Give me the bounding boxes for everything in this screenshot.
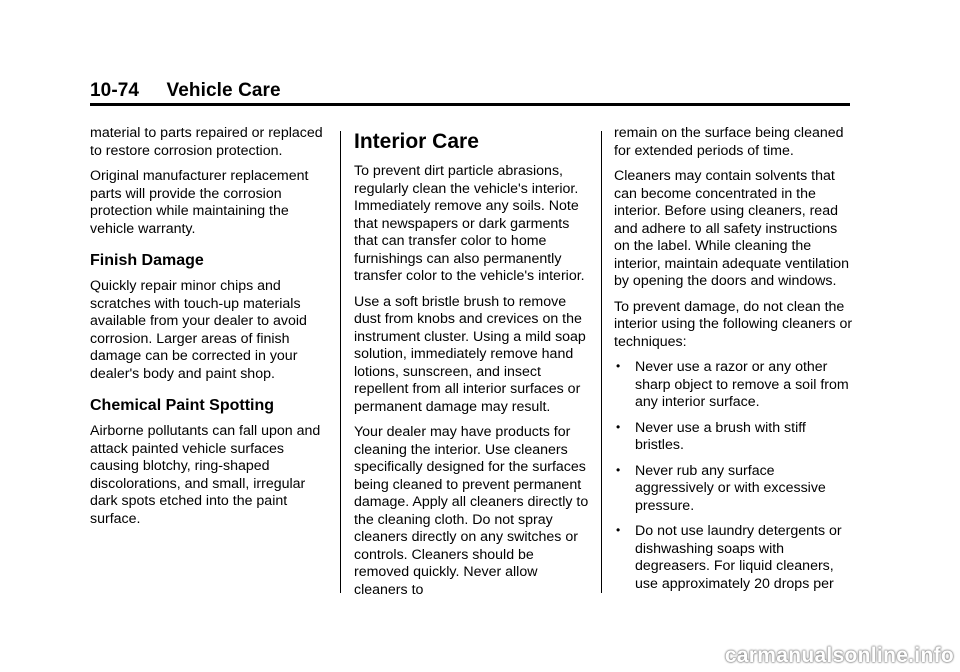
cleaning-warnings-list xyxy=(614,359,854,593)
list-item-text: Never use a razor or any other sharp object to remove a soil from any interior surface. xyxy=(635,359,849,410)
list-item-text: Never rub any surface aggressively or with excessive pressure. xyxy=(635,462,826,514)
list-item xyxy=(614,359,854,412)
paragraph: Cleaners may contain solvents that can become concentrated in the interior. Before using cleaners, read and adhere to all safety instructions on the label. While cleaning the interior, maintain adequate ventilation by opening the doors and windows. xyxy=(614,168,850,289)
page-header xyxy=(90,80,281,102)
heading-interior-care: Interior Care xyxy=(354,130,479,153)
paragraph: Original manufacturer replacement parts will provide the corrosion protection while maintaining the vehicle warranty. xyxy=(90,168,309,237)
page-number: 10-74 xyxy=(90,80,140,101)
paragraph: Use a soft bristle brush to remove dust from knobs and crevices on the instrument cluster. Using a mild soap solution, immediately remove hand lotions, sunscreen, and insect repellent from all interior surfaces or permanent damage may result. xyxy=(354,293,586,415)
column-divider xyxy=(601,131,602,593)
header-rule xyxy=(90,103,850,106)
list-item xyxy=(614,463,854,516)
paragraph: remain on the surface being cleaned for extended periods of time. xyxy=(614,125,844,159)
paragraph: Your dealer may have products for cleaning the interior. Use cleaners specifically designed for the surfaces being cleaned to prevent permanent damage. Apply all cleaners directly to the cleaning cloth. Do not spray cleaners directly on any switches or controls. Cleaners should be removed quickly. Never allow cleaners to xyxy=(354,424,589,598)
list-item xyxy=(614,523,854,593)
bullet-icon: • xyxy=(616,419,621,434)
heading-chemical-paint-spotting: Chemical Paint Spotting xyxy=(90,397,275,414)
column-middle xyxy=(354,131,590,607)
bullet-icon: • xyxy=(616,523,621,537)
paragraph: Airborne pollutants can fall upon and attack painted vehicle surfaces causing blotchy, ring-shaped discolorations, and small, irregular dark spots etched into the paint surface. xyxy=(90,423,321,527)
paragraph: Quickly repair minor chips and scratches with touch-up materials available from your dealer to avoid corrosion. Larger areas of finish damage can be corrected in your dealer's body and paint shop. xyxy=(90,278,307,382)
list-item-text: Do not use laundry detergents or dishwashing soaps with degreasers. For liquid cleaners, use approximately 20 drops per xyxy=(635,523,842,592)
bullet-icon: • xyxy=(616,462,621,477)
section-title: Vehicle Care xyxy=(166,80,281,101)
column-right xyxy=(614,125,854,601)
paragraph: material to parts repaired or replaced to restore corrosion protection. xyxy=(90,125,323,159)
list-item xyxy=(614,420,854,455)
list-item-text: Never use a brush with stiff bristles. xyxy=(635,419,806,453)
watermark: carmanualsonline.info xyxy=(724,644,954,667)
paragraph: To prevent damage, do not clean the interior using the following cleaners or techniques: xyxy=(614,298,853,350)
bullet-icon: • xyxy=(616,359,621,373)
column-left xyxy=(90,125,328,536)
paragraph: To prevent dirt particle abrasions, regularly clean the vehicle's interior. Immediately remove any soils. Note that newspapers or dark garments that can transfer color to home furnishings can also permanently transfer color to the vehicle's interior. xyxy=(354,163,585,284)
heading-finish-damage: Finish Damage xyxy=(90,252,204,269)
column-divider xyxy=(340,131,341,593)
